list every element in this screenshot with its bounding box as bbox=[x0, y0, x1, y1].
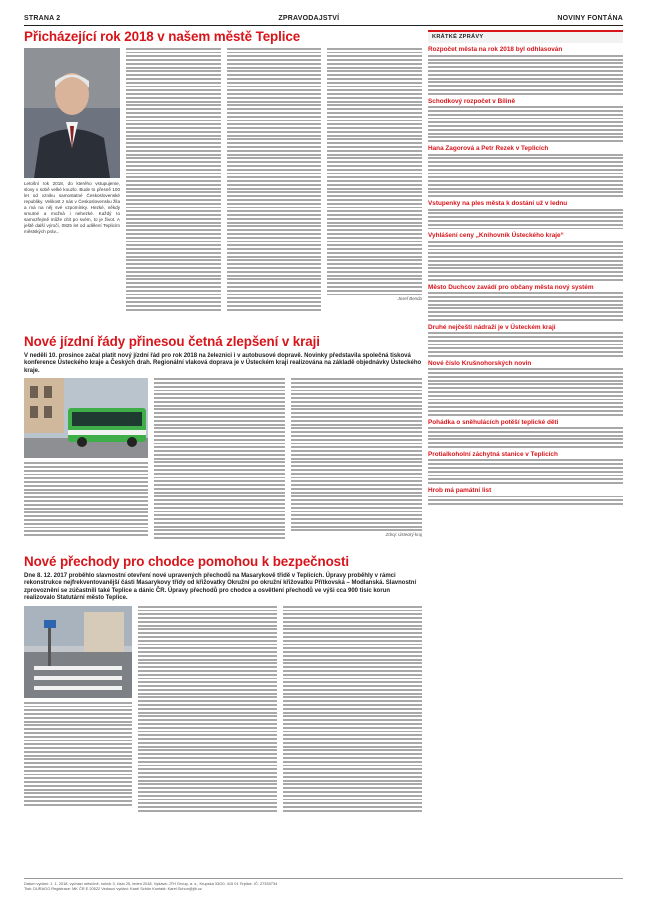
section-name: ZPRAVODAJSTVÍ bbox=[278, 14, 340, 22]
news-text bbox=[428, 496, 623, 505]
article3-text-col2 bbox=[283, 606, 422, 812]
article3-text-col0 bbox=[24, 702, 132, 806]
article-year-2018 bbox=[24, 30, 422, 335]
crosswalk-photo bbox=[24, 606, 132, 698]
article2-signature: Zdroj: Ústecký kraj bbox=[385, 532, 422, 538]
portrait-photo bbox=[24, 48, 120, 178]
bus-illustration bbox=[24, 378, 148, 458]
article2-text-col0 bbox=[24, 462, 148, 536]
page-number: STRANA 2 bbox=[24, 14, 61, 22]
article1-signature: Josef Benda bbox=[397, 296, 423, 302]
news-item bbox=[428, 284, 623, 321]
article2-lead: V neděli 10. prosince začal platit nový jízdní řád pro rok 2018 na železnici i v autobusové dopravě. Novinky představila společná tisková konference Ústeckého kraje a Českých drah. Regionální vlaková doprava je v Ústeckém kraji realizována na základě objednávky Ústeckého kraje. bbox=[24, 352, 422, 374]
news-title: Nové číslo Krušnohorských novin bbox=[428, 359, 532, 367]
news-text bbox=[428, 332, 623, 357]
news-item bbox=[428, 46, 623, 94]
news-text bbox=[428, 209, 623, 230]
article2-text-col1 bbox=[154, 378, 285, 539]
sidebar-short-news bbox=[428, 30, 623, 508]
news-text bbox=[428, 106, 623, 142]
news-item bbox=[428, 232, 623, 280]
news-title: Protialkoholní záchytná stanice v Teplicích bbox=[428, 450, 558, 458]
news-title: Hana Zagorová a Petr Rezek v Teplicích bbox=[428, 145, 549, 153]
article3-title: Nové přechody pro chodce pomohou k bezpečnosti bbox=[24, 554, 350, 569]
news-item bbox=[428, 200, 623, 229]
portrait-caption: Letošní rok 2018, do kterého vstupujeme, slovy v sobě velké kouzlo. Bude to přesně 100 let od vzniku samostatné Československé republiky. Velikost z nás v Československu žila a má na něj své vzpomínky. Hezké, někdy smutné a možná i nehezké. Každý to samozřejmě může cítit po svém, to je život. A ještě další výročí, 0825 let od udělení Teplicím městských práv... bbox=[24, 180, 120, 235]
news-text bbox=[428, 292, 623, 320]
news-item bbox=[428, 145, 623, 197]
article2-title: Nové jízdní řády přinesou četná zlepšení v kraji bbox=[24, 334, 320, 349]
news-item bbox=[428, 98, 623, 142]
article1-text-col2 bbox=[227, 48, 322, 311]
news-text bbox=[428, 241, 623, 281]
article1-text-col3 bbox=[327, 48, 422, 296]
news-item bbox=[428, 451, 623, 484]
news-item bbox=[428, 419, 623, 448]
crosswalk-illustration bbox=[24, 606, 132, 698]
news-title: Schodkový rozpočet v Bílině bbox=[428, 97, 516, 105]
page-footer bbox=[24, 878, 623, 892]
news-text bbox=[428, 459, 623, 484]
news-text bbox=[428, 368, 623, 415]
portrait-illustration bbox=[24, 48, 120, 178]
main-column bbox=[24, 30, 422, 833]
news-text bbox=[428, 55, 623, 95]
article1-text-col1 bbox=[126, 48, 221, 311]
news-title: Pohádka o sněhulácích potěší teplické děti bbox=[428, 418, 559, 426]
news-title: Město Duchcov zavádí pro občany města nový systém bbox=[428, 283, 594, 291]
news-title: Rozpočet města na rok 2018 byl odhlasován bbox=[428, 46, 563, 54]
bus-photo bbox=[24, 378, 148, 458]
footer-line2: Tisk: DURAGO Registrace: MK ČR E 20522 Vedoucí vydání: Karel Schön Kontakt: Karel.Schon@jth.cz bbox=[24, 886, 202, 892]
news-item bbox=[428, 487, 623, 505]
footer-line1: Datum vydání: 1. 1. 2018, vychází měsíčně, ročník 3, číslo 25, leden 2018. Vydává: JTH Group, a. s., Krupská 33/20, 415 01 Teplice. IČ: 27339734 bbox=[24, 881, 278, 886]
news-text bbox=[428, 427, 623, 448]
article1-title: Přicházející rok 2018 v našem městě Teplice bbox=[24, 29, 301, 44]
page-header bbox=[24, 12, 623, 26]
sidebar-heading: KRÁTKÉ ZPRÁVY bbox=[428, 30, 623, 43]
news-item bbox=[428, 360, 623, 416]
news-item bbox=[428, 324, 623, 357]
news-title: Hrob má památní list bbox=[428, 487, 492, 495]
article3-lead: Dne 8. 12. 2017 proběhlo slavnostní otevření nové upravených přechodů na Masarykově třídě v Teplicích. Úpravy proběhly v rámci rekonstrukce nejfrekventovanější části Masarykovy třídy od křižovatky Okružní po okružní křižovatku Přítkovská – Modlanská. Slavnostní zprovoznění se zúčastnili také Teplice a dánic ČR. Úpravy přechodů pro chodce a osvětlení přechodů ve výši cca 900 tisíc korun realizovalo Statutární město Teplice. bbox=[24, 572, 417, 602]
news-text bbox=[428, 154, 623, 197]
article-timetables bbox=[24, 335, 422, 555]
article3-text-col1 bbox=[138, 606, 277, 812]
news-title: Vyhlášení ceny „Knihovník Ústeckého kraje“ bbox=[428, 232, 564, 240]
news-title: Druhé nejčeští nádraží je v Ústeckém kraji bbox=[428, 323, 556, 331]
news-title: Vstupenky na ples města k dostání už v lednu bbox=[428, 200, 568, 208]
newspaper-name: NOVINY FONTÁNA bbox=[557, 14, 623, 22]
article-crossings bbox=[24, 555, 422, 833]
article2-text-col2 bbox=[291, 378, 422, 531]
